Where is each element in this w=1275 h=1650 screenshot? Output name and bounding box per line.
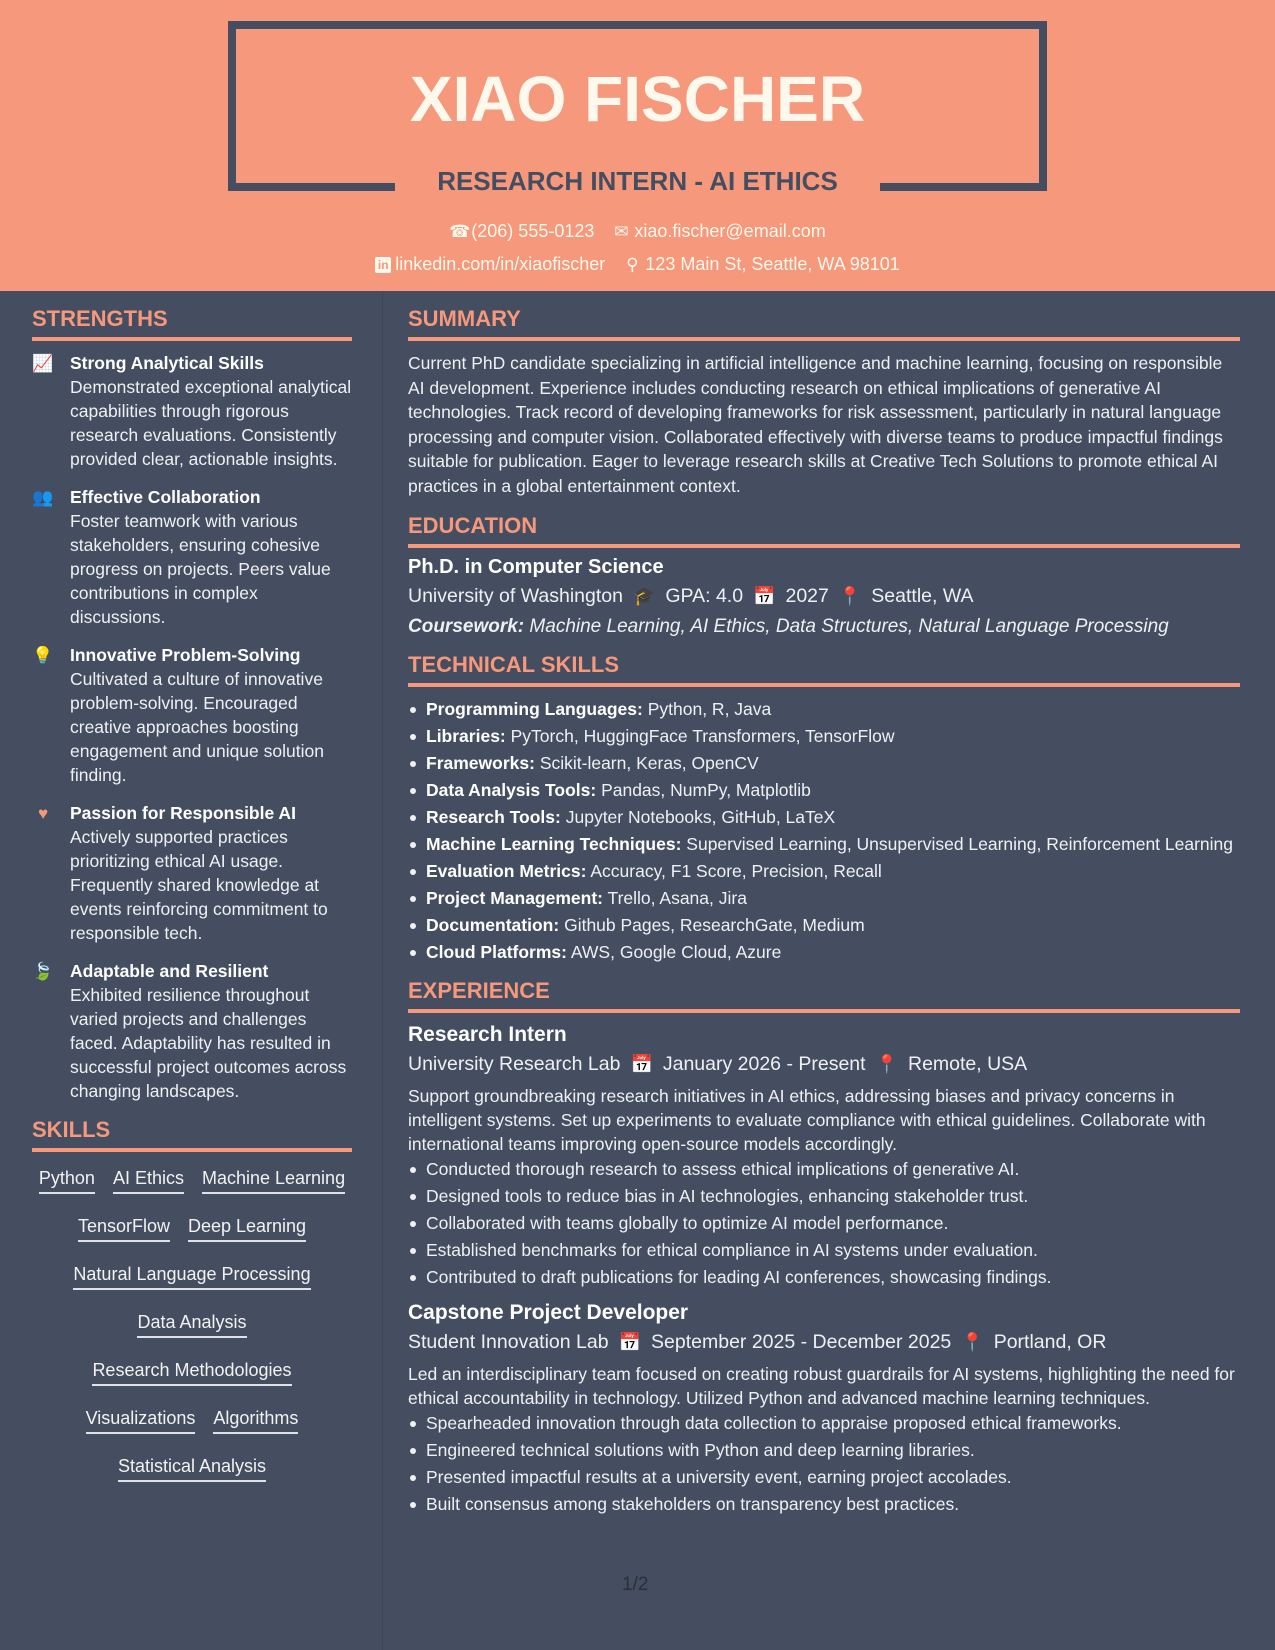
list-item xyxy=(408,751,1240,775)
tech-label: Frameworks: xyxy=(426,752,535,773)
tech-value: Python, R, Java xyxy=(647,698,772,719)
tech-value: Accuracy, F1 Score, Precision, Recall xyxy=(590,860,882,881)
list-item xyxy=(408,724,1240,748)
strength-desc: Exhibited resilience throughout varied projects and challenges faced. Adaptability has resulted in successful project outcomes across changing landscapes. xyxy=(70,985,347,1101)
job-location: Remote, USA xyxy=(907,1052,1028,1075)
education-gpa: GPA: 4.0 xyxy=(665,584,744,607)
linkedin-text[interactable]: linkedin.com/in/xiaofischer xyxy=(395,254,606,274)
heart-icon: ♥ xyxy=(37,804,49,823)
linkedin-icon: in xyxy=(375,257,391,273)
skill-tag: AI Ethics xyxy=(113,1168,184,1194)
tech-label: Evaluation Metrics: xyxy=(426,860,587,881)
job-desc: Support groundbreaking research initiatives in AI ethics, addressing biases and privacy concerns in intelligent systems. Set up experiments to evaluate compliance with ethical guidelines. Collaborate with international teams improving open-source models accordingly. xyxy=(408,1085,1206,1155)
strength-title: Adaptable and Resilient xyxy=(70,961,269,981)
tech-label: Cloud Platforms: xyxy=(426,941,567,962)
tech-value: Pandas, NumPy, Matplotlib xyxy=(601,779,811,800)
phone-text: (206) 555-0123 xyxy=(471,221,595,241)
tech-label: Documentation: xyxy=(426,914,560,935)
education-year: 2027 xyxy=(785,584,829,607)
list-item xyxy=(408,940,1240,964)
education-title: EDUCATION xyxy=(408,513,1240,548)
job-bullets xyxy=(408,1411,1240,1516)
list-item: Spearheaded innovation through data collection to appraise proposed ethical frameworks. xyxy=(408,1411,1240,1435)
skill-tag: Deep Learning xyxy=(188,1216,306,1242)
coursework-text: Machine Learning, AI Ethics, Data Structures, Natural Language Processing xyxy=(529,615,1169,637)
list-item xyxy=(408,805,1240,829)
skill-tag: Python xyxy=(39,1168,95,1194)
email-text[interactable]: xiao.fischer@email.com xyxy=(634,221,826,241)
job-meta xyxy=(408,1053,1240,1076)
job-location: Portland, OR xyxy=(993,1330,1107,1353)
strength-item xyxy=(32,485,352,629)
tech-label: Libraries: xyxy=(426,725,506,746)
tech-value: AWS, Google Cloud, Azure xyxy=(570,941,782,962)
skill-tag: Research Methodologies xyxy=(92,1360,291,1386)
skill-tag: Machine Learning xyxy=(202,1168,345,1194)
strength-item xyxy=(32,959,352,1103)
job-org: Student Innovation Lab xyxy=(408,1330,609,1353)
tech-value: Github Pages, ResearchGate, Medium xyxy=(564,914,865,935)
strength-title: Passion for Responsible AI xyxy=(70,803,296,823)
coursework-label: Coursework: xyxy=(408,615,525,637)
education-location: Seattle, WA xyxy=(871,584,974,607)
address-text: 123 Main St, Seattle, WA 98101 xyxy=(645,254,900,274)
candidate-role: RESEARCH INTERN - AI ETHICS xyxy=(437,166,838,196)
list-item xyxy=(408,859,1240,883)
candidate-name: XIAO FISCHER xyxy=(409,63,866,135)
map-pin-icon: 📍 xyxy=(875,1053,898,1074)
strength-title: Effective Collaboration xyxy=(70,487,261,507)
users-icon: 👥 xyxy=(32,488,54,507)
skill-tag: Visualizations xyxy=(86,1408,196,1434)
chart-line-icon: 📈 xyxy=(32,354,54,373)
lightbulb-icon: 💡 xyxy=(32,646,54,665)
tech-value: Jupyter Notebooks, GitHub, LaTeX xyxy=(565,806,836,827)
tech-value: Trello, Asana, Jira xyxy=(607,887,747,908)
list-item: Built consensus among stakeholders on transparency best practices. xyxy=(408,1492,1240,1516)
linkedin-item[interactable] xyxy=(375,254,605,275)
left-column xyxy=(32,306,352,1488)
skill-tag: Statistical Analysis xyxy=(118,1456,266,1482)
job-org: University Research Lab xyxy=(408,1052,621,1075)
skills-title: SKILLS xyxy=(32,1117,352,1152)
envelope-icon: ✉ xyxy=(614,222,629,241)
strength-title: Strong Analytical Skills xyxy=(70,353,264,373)
skill-tag: Algorithms xyxy=(213,1408,298,1434)
list-item: Conducted thorough research to assess ethical implications of generative AI. xyxy=(408,1157,1240,1181)
job-entry xyxy=(408,1023,1240,1289)
strength-item xyxy=(32,351,352,471)
skill-tag: TensorFlow xyxy=(78,1216,170,1242)
education-meta xyxy=(408,585,1240,608)
contact-row-2 xyxy=(0,254,1275,275)
summary-title: SUMMARY xyxy=(408,306,1240,341)
list-item xyxy=(408,697,1240,721)
list-item: Contributed to draft publications for leading AI conferences, showcasing findings. xyxy=(408,1265,1240,1289)
job-title: Research Intern xyxy=(408,1022,567,1046)
education-degree: Ph.D. in Computer Science xyxy=(408,555,664,578)
tech-label: Project Management: xyxy=(426,887,603,908)
experience-title: EXPERIENCE xyxy=(408,978,1240,1013)
summary-text: Current PhD candidate specializing in artificial intelligence and machine learning, focusing on responsible AI development. Experience includes conducting research on ethical implications of generative AI technologies. Track record of developing frameworks for risk assessment, particularly in natural language processing and computer vision. Collaborated effectively with diverse teams to produce impactful findings suitable for publication. Eager to leverage research skills at Creative Tech Solutions to promote ethical AI practices in a global entertainment context. xyxy=(408,353,1223,496)
map-pin-icon: 📍 xyxy=(838,585,862,606)
list-item xyxy=(408,886,1240,910)
skills-list xyxy=(32,1162,352,1488)
phone-item xyxy=(449,221,594,242)
technical-skills-list xyxy=(408,697,1240,964)
graduation-cap-icon: 🎓 xyxy=(632,585,656,606)
calendar-icon: 📅 xyxy=(753,585,776,606)
strength-title: Innovative Problem-Solving xyxy=(70,645,301,665)
list-item: Designed tools to reduce bias in AI technologies, enhancing stakeholder trust. xyxy=(408,1184,1240,1208)
map-pin-icon: 📍 xyxy=(961,1331,984,1352)
strengths-list xyxy=(32,351,352,1103)
strengths-title: STRENGTHS xyxy=(32,306,352,341)
list-item: Collaborated with teams globally to optimize AI model performance. xyxy=(408,1211,1240,1235)
tech-label: Programming Languages: xyxy=(426,698,643,719)
calendar-icon: 📅 xyxy=(618,1331,642,1352)
address-item xyxy=(623,254,900,275)
technical-skills-title: TECHNICAL SKILLS xyxy=(408,652,1240,687)
education-school: University of Washington xyxy=(408,584,623,607)
tech-value: Scikit-learn, Keras, OpenCV xyxy=(539,752,759,773)
job-dates: September 2025 - December 2025 xyxy=(651,1330,952,1353)
calendar-icon: 📅 xyxy=(630,1053,653,1074)
strength-desc: Demonstrated exceptional analytical capabilities through rigorous research evaluations. Consistently provided clear, actionable insights. xyxy=(70,377,352,469)
job-title: Capstone Project Developer xyxy=(408,1300,689,1324)
strength-desc: Cultivated a culture of innovative problem-solving. Encouraged creative approaches boosting engagement and unique solution finding. xyxy=(70,669,324,785)
strength-item xyxy=(32,801,352,945)
contact-row-1 xyxy=(0,221,1275,242)
tech-label: Machine Learning Techniques: xyxy=(426,833,682,854)
strength-desc: Foster teamwork with various stakeholders, ensuring cohesive progress on projects. Peers value contributions in complex discussions. xyxy=(70,511,331,627)
list-item: Established benchmarks for ethical compliance in AI systems under evaluation. xyxy=(408,1238,1240,1262)
strength-item xyxy=(32,643,352,787)
leaf-icon: 🍃 xyxy=(32,962,54,981)
list-item xyxy=(408,832,1240,856)
job-dates: January 2026 - Present xyxy=(662,1052,866,1075)
education-coursework xyxy=(408,616,1240,638)
tech-label: Data Analysis Tools: xyxy=(426,779,597,800)
strength-desc: Actively supported practices prioritizing ethical AI usage. Frequently shared knowledge at events reinforcing commitment to responsible tech. xyxy=(70,827,328,943)
list-item xyxy=(408,913,1240,937)
tech-label: Research Tools: xyxy=(426,806,561,827)
list-item xyxy=(408,778,1240,802)
tech-value: PyTorch, HuggingFace Transformers, TensorFlow xyxy=(510,725,895,746)
skill-tag: Natural Language Processing xyxy=(73,1264,310,1290)
page-number: 1/2 xyxy=(622,1574,649,1595)
job-desc: Led an interdisciplinary team focused on creating robust guardrails for AI systems, highlighting the need for ethical accountability in technology. Utilized Python and advanced machine learning techniques. xyxy=(408,1363,1235,1409)
resume-header xyxy=(0,0,1275,291)
job-bullets xyxy=(408,1157,1240,1289)
phone-icon: ☎ xyxy=(449,222,471,241)
list-item: Presented impactful results at a university event, earning project accolades. xyxy=(408,1465,1240,1489)
skill-tag: Data Analysis xyxy=(137,1312,246,1338)
list-item: Engineered technical solutions with Python and deep learning libraries. xyxy=(408,1438,1240,1462)
right-column xyxy=(408,306,1240,1528)
job-entry xyxy=(408,1301,1240,1516)
map-pin-icon: ⚲ xyxy=(626,255,639,274)
tech-value: Supervised Learning, Unsupervised Learning, Reinforcement Learning xyxy=(686,833,1234,854)
column-divider xyxy=(382,291,383,1650)
email-item[interactable] xyxy=(612,221,825,242)
job-meta xyxy=(408,1331,1240,1354)
